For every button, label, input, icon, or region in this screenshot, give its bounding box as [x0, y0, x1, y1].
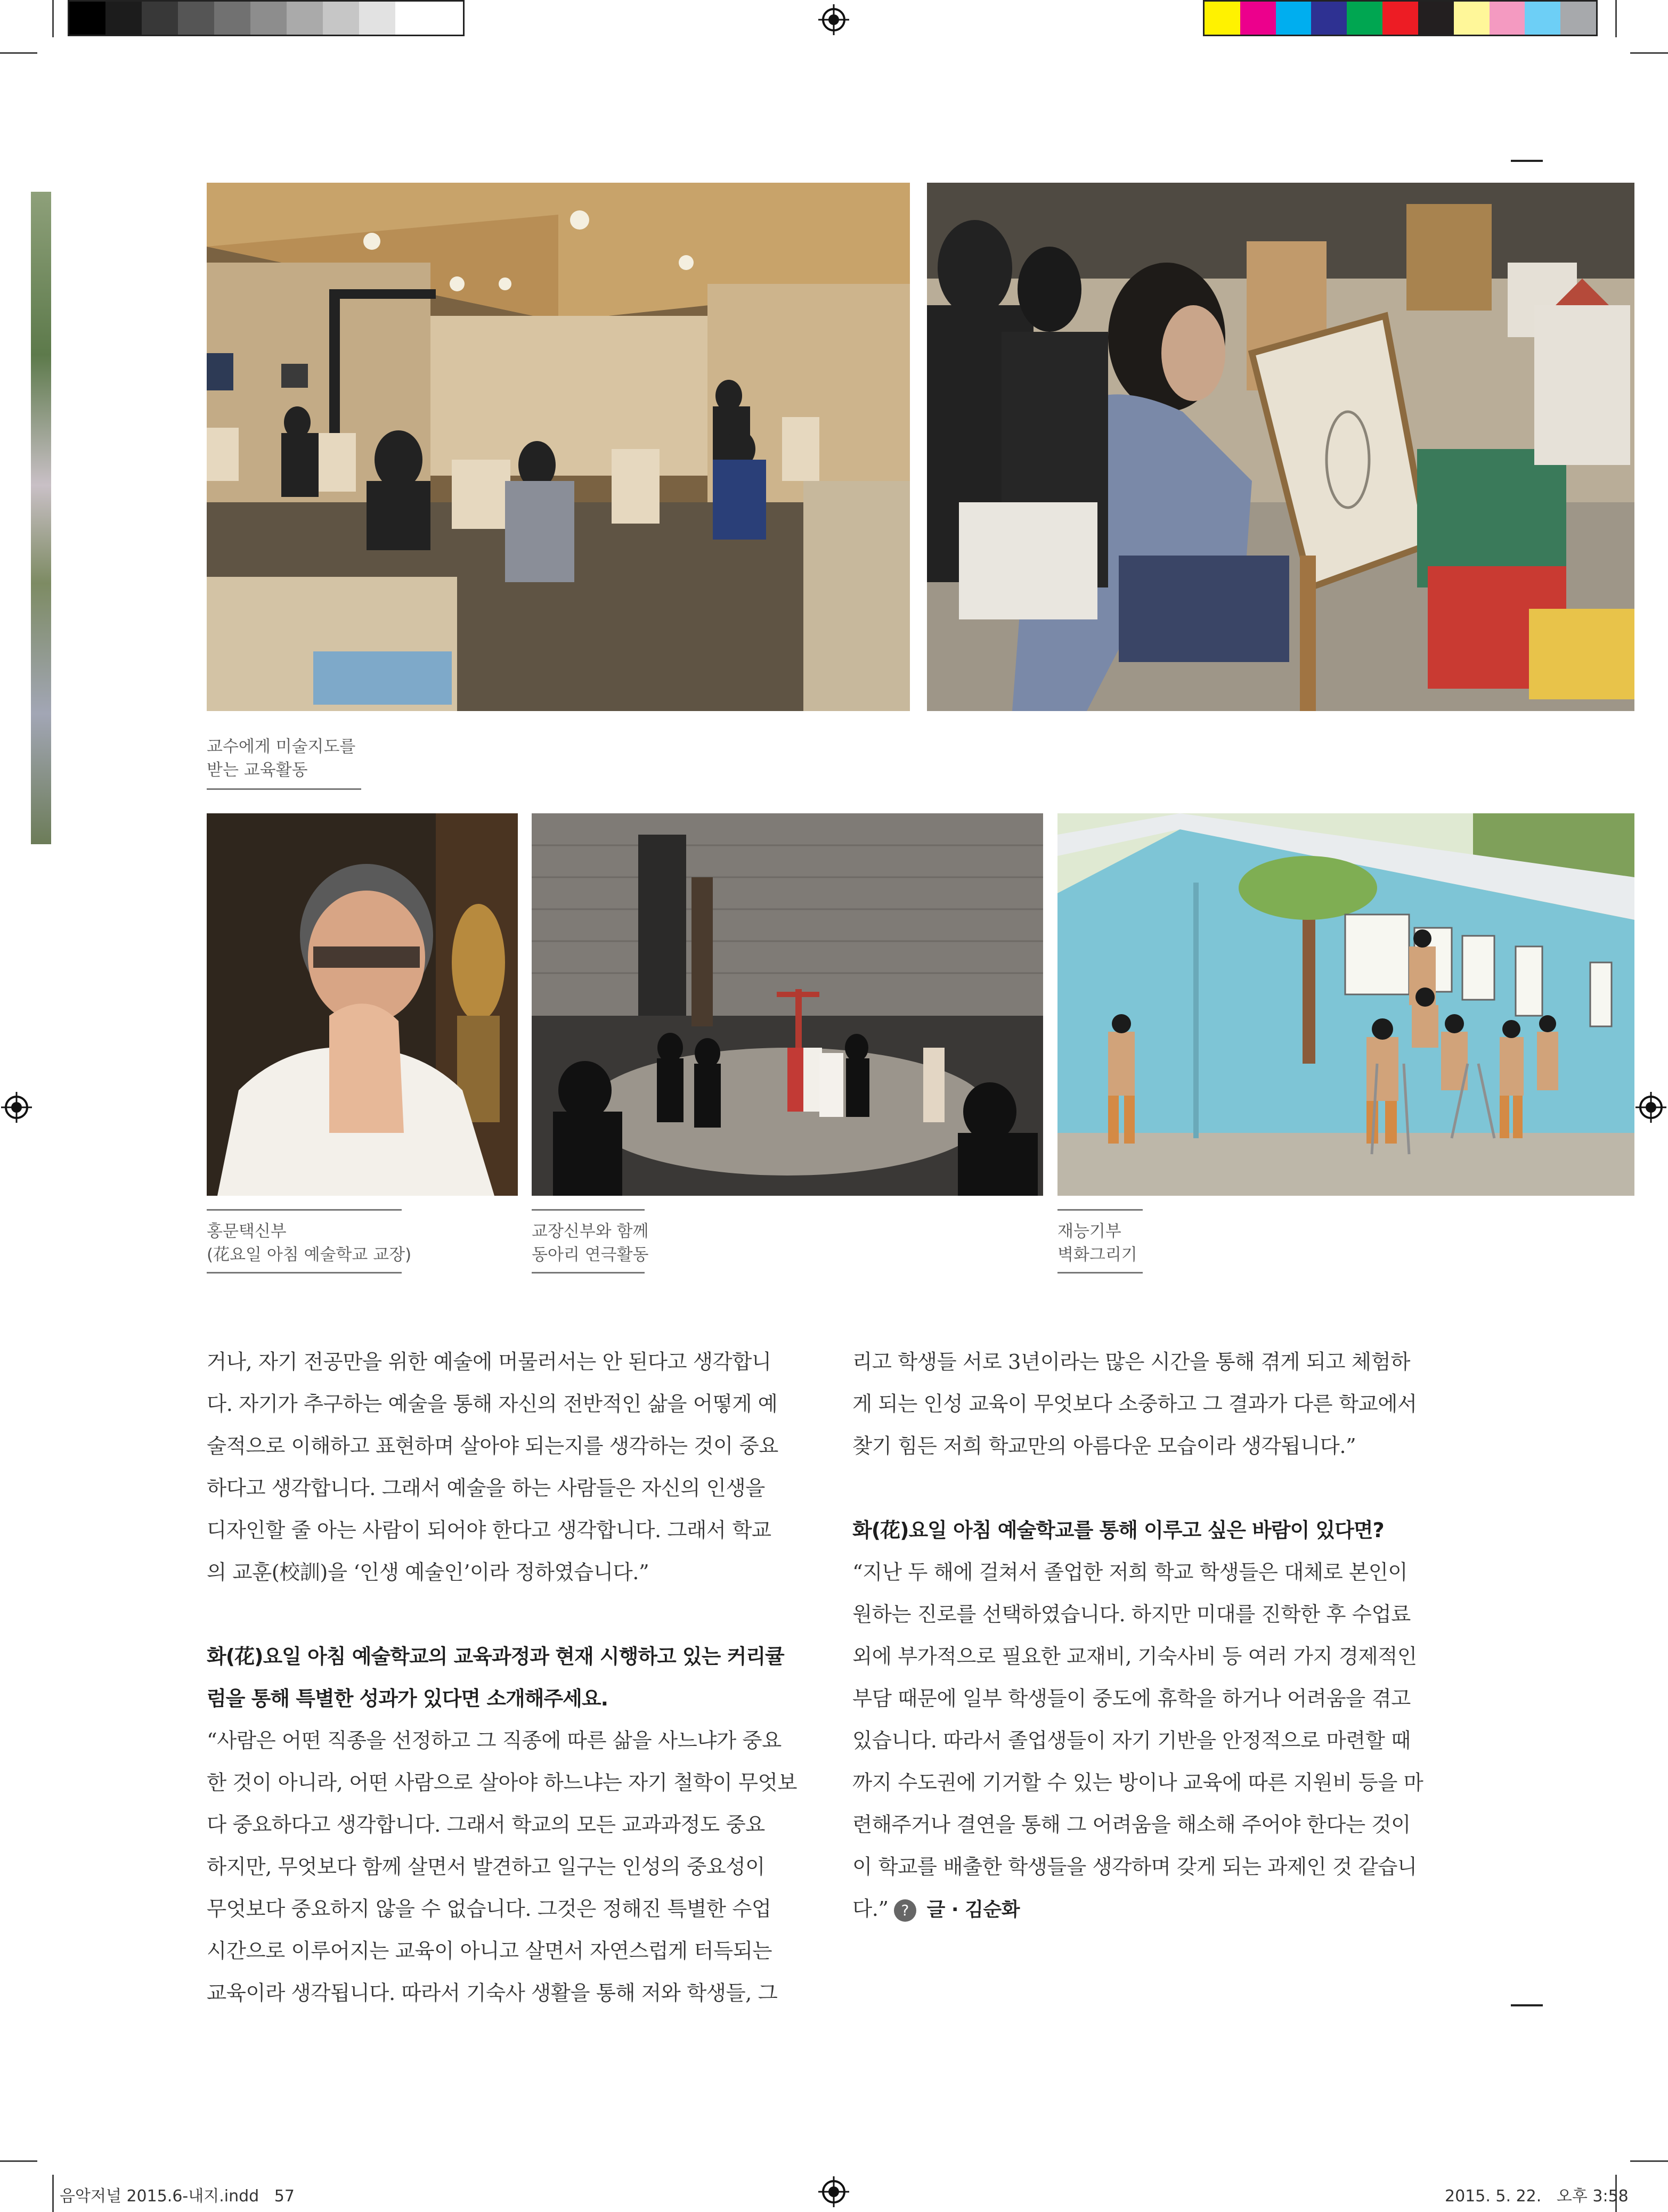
grayscale-color-bar [68, 0, 465, 36]
crop-mark [0, 2160, 37, 2162]
crop-mark [1630, 52, 1668, 54]
crop-mark [52, 0, 54, 37]
text-line: 다. 자기가 추구하는 예술을 통해 자신의 전반적인 삶을 어떻게 예 [207, 1392, 778, 1416]
priest-praying-photo [207, 813, 518, 1196]
color-swatch [214, 2, 250, 35]
text-line: 부담 때문에 일부 학생들이 중도에 휴학을 하거나 어려움을 겪고 [852, 1687, 1411, 1711]
page-dash [1511, 160, 1543, 162]
caption-line: 교수에게 미술지도를 [207, 737, 356, 756]
text-line: 거나, 자기 전공만을 위한 예술에 머물러서는 안 된다고 생각합니 [207, 1350, 771, 1374]
color-swatch [1490, 2, 1525, 35]
text-line: 외에 부가적으로 필요한 교재비, 기숙사비 등 여러 가지 경제적인 [852, 1645, 1417, 1669]
text-line: 하지만, 무엇보다 함께 살면서 발견하고 일구는 인성의 중요성이 [207, 1855, 765, 1879]
caption-rule [532, 1209, 645, 1211]
text-line: 한 것이 아니라, 어떤 사람으로 살아야 하느냐는 자기 철학이 무엇보 [207, 1771, 798, 1795]
color-swatch [1560, 2, 1596, 35]
footer-timestamp: 2015. 5. 22. 오후 3:58 [1445, 2187, 1629, 2206]
caption-line: 벽화그리기 [1057, 1245, 1137, 1264]
photo-caption-activity [207, 735, 367, 782]
color-swatch [1311, 2, 1347, 35]
registration-mark-icon [818, 4, 849, 35]
interview-question: 화(花)요일 아침 예술학교를 통해 이루고 싶은 바람이 있다면? [852, 1519, 1384, 1542]
text-line: 술적으로 이해하고 표현하며 살아야 되는지를 생각하는 것이 중요 [207, 1434, 778, 1458]
text-line: 무엇보다 중요하지 않을 수 없습니다. 그것은 정해진 특별한 수업 [207, 1897, 771, 1921]
article-left-column [207, 1341, 798, 2014]
caption-line: 받는 교육활동 [207, 761, 308, 780]
photo-caption-drama [532, 1220, 691, 1267]
caption-rule [1057, 1272, 1143, 1274]
crop-mark [1630, 2160, 1668, 2162]
color-swatch [178, 2, 214, 35]
text-line: 리고 학생들 서로 3년이라는 많은 시간을 통해 겪게 되고 체험하 [852, 1350, 1410, 1374]
color-swatch [1525, 2, 1560, 35]
question-line: 화(花)요일 아침 예술학교의 교육과정과 현재 시행하고 있는 커리큘 [207, 1645, 784, 1668]
caption-line: (花요일 아침 예술학교 교장) [207, 1245, 412, 1264]
text-line: “사람은 어떤 직종을 선정하고 그 직종에 따른 삶을 사느냐가 중요 [207, 1729, 782, 1753]
color-swatch [1347, 2, 1382, 35]
color-swatch [69, 2, 105, 35]
color-swatch [142, 2, 178, 35]
magazine-logo-icon: ? [894, 1899, 916, 1922]
caption-line: 홍문택신부 [207, 1222, 287, 1241]
classroom-photo [207, 183, 910, 711]
caption-rule [207, 788, 361, 790]
photo-caption-priest [207, 1220, 430, 1267]
caption-line: 재능기부 [1057, 1222, 1121, 1241]
text-line: 의 교훈(校訓)을 ‘인생 예술인’이라 정하였습니다.” [207, 1561, 649, 1585]
caption-line: 동아리 연극활동 [532, 1245, 649, 1264]
article-paragraph [207, 1720, 798, 2014]
text-line: 까지 수도권에 기거할 수 있는 방이나 교육에 따른 지원비 등을 마 [852, 1771, 1423, 1795]
crop-mark [1615, 0, 1617, 37]
process-color-bar [1203, 0, 1598, 36]
footer-file-info: 음악저널 2015.6-내지.indd 57 [60, 2187, 295, 2206]
color-swatch [287, 2, 323, 35]
color-swatch [1276, 2, 1312, 35]
color-swatch [105, 2, 142, 35]
article-paragraph [852, 1341, 1444, 1467]
text-line: 련해주거나 결연을 통해 그 어려움을 해소해 주어야 한다는 것이 [852, 1813, 1411, 1837]
drama-club-photo [532, 813, 1043, 1196]
article-paragraph [207, 1341, 798, 1594]
registration-mark-icon [1, 1092, 32, 1123]
mural-painting-photo [1057, 813, 1634, 1196]
text-line: 교육이라 생각됩니다. 따라서 기숙사 생활을 통해 저와 학생들, 그 [207, 1981, 778, 2005]
caption-rule [207, 1209, 402, 1211]
color-swatch [1205, 2, 1240, 35]
caption-rule [1057, 1209, 1143, 1211]
text-line: 있습니다. 따라서 졸업생들이 자기 기반을 안정적으로 마련할 때 [852, 1729, 1411, 1753]
bleed-image-strip [31, 192, 51, 844]
color-swatch [250, 2, 287, 35]
article-right-column [852, 1341, 1444, 1931]
article-paragraph [852, 1552, 1444, 1931]
registration-mark-icon [1636, 1092, 1666, 1123]
text-line: “지난 두 해에 걸쳐서 졸업한 저희 학교 학생들은 대체로 본인이 [852, 1561, 1408, 1585]
caption-line: 교장신부와 함께 [532, 1222, 649, 1241]
text-line: 다.” ? 글 · 김순화 [852, 1897, 1020, 1921]
color-swatch [395, 2, 432, 35]
text-line: 게 되는 인성 교육이 무엇보다 소중하고 그 결과가 다른 학교에서 [852, 1392, 1417, 1416]
color-swatch [1382, 2, 1418, 35]
color-swatch [359, 2, 395, 35]
student-drawing-photo [927, 183, 1634, 711]
text-line: 찾기 힘든 저희 학교만의 아름다운 모습이라 생각됩니다.” [852, 1434, 1356, 1458]
interview-question [207, 1636, 798, 1720]
text-line: 이 학교를 배출한 학생들을 생각하며 갖게 되는 과제인 것 같습니 [852, 1855, 1417, 1879]
text-line: 다 중요하다고 생각합니다. 그래서 학교의 모든 교과과정도 중요 [207, 1813, 765, 1837]
crop-mark [52, 2175, 54, 2212]
text-line: 디자인할 줄 아는 사람이 되어야 한다고 생각합니다. 그래서 학교 [207, 1519, 771, 1542]
question-line: 럼을 통해 특별한 성과가 있다면 소개해주세요. [207, 1687, 608, 1710]
caption-rule [207, 1272, 402, 1274]
photo-caption-mural [1057, 1220, 1185, 1267]
color-swatch [1418, 2, 1454, 35]
color-swatch [1454, 2, 1490, 35]
color-swatch [323, 2, 359, 35]
text-line: 시간으로 이루어지는 교육이 아니고 살면서 자연스럽게 터득되는 [207, 1939, 772, 1963]
caption-rule [532, 1272, 645, 1274]
crop-mark [0, 52, 37, 54]
author-byline: 글 · 김순화 [926, 1899, 1020, 1921]
color-swatch [1240, 2, 1276, 35]
page-dash [1511, 2004, 1543, 2006]
text-line: 하다고 생각합니다. 그래서 예술을 하는 사람들은 자신의 인생을 [207, 1476, 765, 1500]
text-line: 원하는 진로를 선택하였습니다. 하지만 미대를 진학한 후 수업료 [852, 1603, 1411, 1627]
registration-mark-icon [818, 2176, 849, 2207]
